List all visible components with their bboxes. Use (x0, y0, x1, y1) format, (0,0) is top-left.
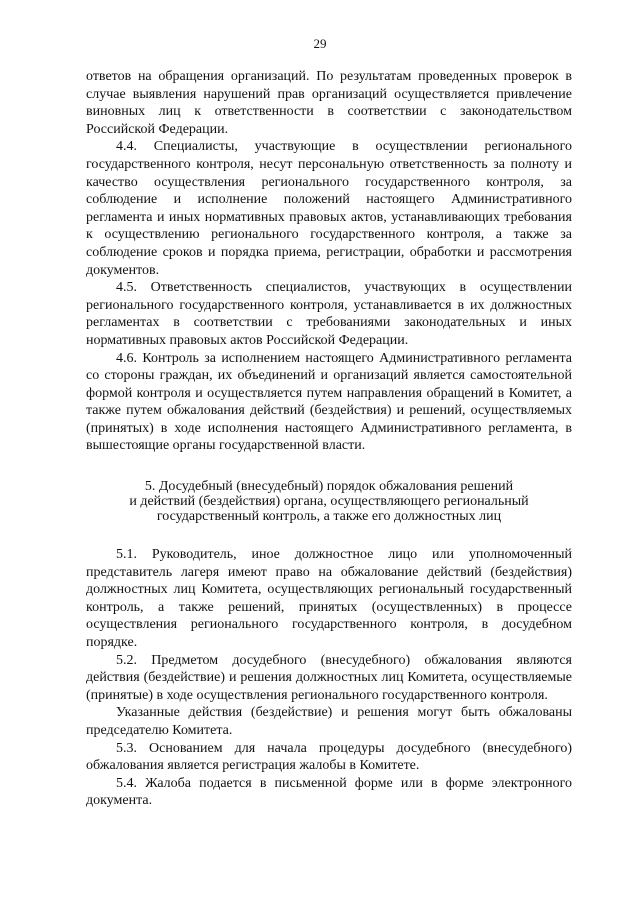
paragraph-5-1: 5.1. Руководитель, иное должностное лицо или уполномоченный представитель лагеря имеют право на обжалование действий (бездействия) должностных лиц Комитета, осуществляющих региональный государственный контроль, а также решений, принятых (осуществленных) в процессе осуществления регионального государственного контроля, в досудебном порядке. (86, 547, 572, 651)
paragraph-4-5: 4.5. Ответственность специалистов, участвующих в осуществлении регионального государственного контроля, устанавливается в их должностных регламентах в соответствии с требованиями законодательных и иных нормативных правовых актов Российской Федерации. (86, 280, 572, 348)
section-5-heading (86, 479, 572, 524)
paragraph-4-4: 4.4. Специалисты, участвующие в осуществлении регионального государственного контроля, несут персональную ответственность за полноту и качество осуществления регионального государственного контроля, за соблюдение и исполнение положений настоящего Административного регламента и иных нормативных правовых актов, устанавливающих требования к осуществлению регионального государственного контроля, а также за соблюдение сроков и порядка приема, регистрации, обработки и рассмотрения документов. (86, 139, 572, 278)
paragraph-5-3: 5.3. Основанием для начала процедуры досудебного (внесудебного) обжалования является регистрация жалобы в Комитете. (86, 740, 572, 774)
paragraph-continuation: ответов на обращения организаций. По результатам проведенных проверок в случае выявления нарушений прав организаций осуществляется привлечение виновных лиц к ответственности в соответствии с законодательством Российской Федерации. (86, 69, 572, 137)
page-number: 29 (313, 36, 327, 51)
section-heading-line-2: и действий (бездействия) органа, осуществляющего региональный (129, 494, 529, 510)
paragraph-5-4: 5.4. Жалоба подается в письменной форме или в форме электронного документа. (86, 775, 572, 809)
paragraph-5-2-note: Указанные действия (бездействие) и решения могут быть обжалованы председателю Комитета. (86, 705, 572, 738)
section-heading-line-3: государственный контроль, а также его должностных лиц (156, 509, 502, 525)
document-body (86, 68, 572, 810)
section-heading-line-1: 5. Досудебный (внесудебный) порядок обжалования решений (144, 479, 514, 495)
paragraph-5-2: 5.2. Предметом досудебного (внесудебного) обжалования являются действия (бездействие) и решения должностных лиц Комитета, осуществляемые (принятые) в ходе осуществления регионального государственного контроля. (86, 652, 572, 703)
paragraph-4-6: 4.6. Контроль за исполнением настоящего Административного регламента со стороны граждан, их объединений и организаций является самостоятельной формой контроля и осуществляется путем направления обращений в Комитет, а также путем обжалования действий (бездействия) и решений, осуществляемых (принятых) в ходе исполнения настоящего Административного регламента, в вышестоящие органы государственной власти. (86, 350, 572, 454)
